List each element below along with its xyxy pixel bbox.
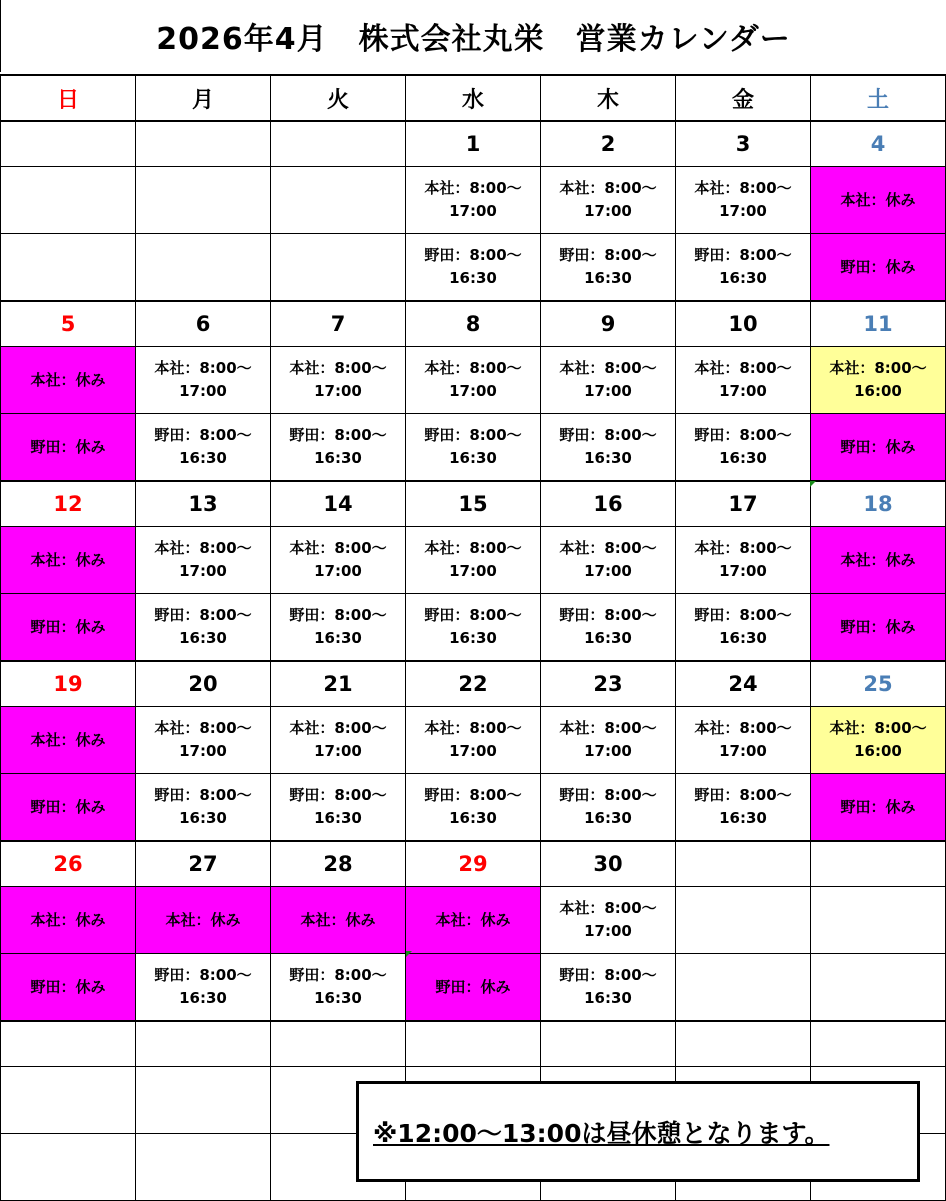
date-cell: 28 xyxy=(271,841,406,887)
noda-hours-cell: 野田：8:00～ 16:30 xyxy=(676,594,811,662)
date-cell: 3 xyxy=(676,121,811,167)
noda-hours-cell: 野田：8:00～ 16:30 xyxy=(541,414,676,482)
honsha-hours-cell: 本社：8:00～ 17:00 xyxy=(406,347,541,414)
calendar-table xyxy=(0,74,946,1201)
noda-hours-cell: 野田：休み xyxy=(406,954,541,1022)
blank-cell xyxy=(271,1021,406,1067)
honsha-hours-row xyxy=(1,347,946,414)
honsha-hours-cell: 本社：8:00～ 17:00 xyxy=(541,707,676,774)
date-cell: 10 xyxy=(676,301,811,347)
noda-hours-cell: 野田：休み xyxy=(1,414,136,482)
honsha-hours-cell: 本社：休み xyxy=(406,887,541,954)
date-cell: 20 xyxy=(136,661,271,707)
honsha-hours-cell: 本社：8:00～ 17:00 xyxy=(136,527,271,594)
date-cell: 27 xyxy=(136,841,271,887)
date-row xyxy=(1,481,946,527)
honsha-hours-row xyxy=(1,527,946,594)
noda-hours-cell: 野田：8:00～ 16:30 xyxy=(406,414,541,482)
blank-cell xyxy=(1,1067,136,1134)
weekday-header: 月 xyxy=(136,75,271,121)
blank-cell xyxy=(1,1021,136,1067)
noda-hours-cell: 野田：休み xyxy=(1,594,136,662)
date-cell: 1 xyxy=(406,121,541,167)
honsha-hours-cell: 本社：8:00～ 17:00 xyxy=(676,347,811,414)
noda-hours-cell xyxy=(1,234,136,302)
blank-cell xyxy=(1,1134,136,1201)
blank-cell xyxy=(136,1021,271,1067)
honsha-hours-row xyxy=(1,167,946,234)
noda-hours-cell: 野田：8:00～ 16:30 xyxy=(271,594,406,662)
honsha-hours-cell: 本社：8:00～ 17:00 xyxy=(406,527,541,594)
honsha-hours-cell: 本社：8:00～ 17:00 xyxy=(271,707,406,774)
honsha-hours-cell: 本社：8:00～ 16:00 xyxy=(811,707,946,774)
date-cell: 4 xyxy=(811,121,946,167)
blank-cell xyxy=(811,1021,946,1067)
noda-hours-cell: 野田：8:00～ 16:30 xyxy=(271,954,406,1022)
date-cell: 18 xyxy=(811,481,946,527)
date-cell xyxy=(811,841,946,887)
weekday-header-row xyxy=(1,75,946,121)
noda-hours-cell: 野田：8:00～ 16:30 xyxy=(136,414,271,482)
noda-hours-cell: 野田：8:00～ 16:30 xyxy=(406,774,541,842)
date-cell: 22 xyxy=(406,661,541,707)
date-cell xyxy=(676,841,811,887)
blank-row xyxy=(1,1021,946,1067)
honsha-hours-cell: 本社：8:00～ 17:00 xyxy=(406,707,541,774)
noda-hours-cell: 野田：休み xyxy=(811,774,946,842)
note-text: ※12:00～13:00は昼休憩となります。 xyxy=(373,1118,830,1148)
noda-hours-cell: 野田：休み xyxy=(1,954,136,1022)
honsha-hours-cell: 本社：8:00～ 17:00 xyxy=(271,347,406,414)
date-row xyxy=(1,301,946,347)
blank-cell xyxy=(406,1021,541,1067)
noda-hours-cell: 野田：8:00～ 16:30 xyxy=(541,234,676,302)
date-cell: 13 xyxy=(136,481,271,527)
date-row xyxy=(1,121,946,167)
noda-hours-cell: 野田：8:00～ 16:30 xyxy=(406,234,541,302)
noda-hours-cell xyxy=(811,954,946,1022)
honsha-hours-cell xyxy=(136,167,271,234)
date-cell: 12 xyxy=(1,481,136,527)
date-cell: 7 xyxy=(271,301,406,347)
noda-hours-cell xyxy=(271,234,406,302)
noda-hours-cell xyxy=(676,954,811,1022)
honsha-hours-cell: 本社：8:00～ 17:00 xyxy=(136,707,271,774)
date-cell: 8 xyxy=(406,301,541,347)
date-cell xyxy=(136,121,271,167)
honsha-hours-cell xyxy=(271,167,406,234)
weekday-header: 金 xyxy=(676,75,811,121)
noda-hours-cell: 野田：8:00～ 16:30 xyxy=(271,774,406,842)
date-cell: 24 xyxy=(676,661,811,707)
noda-hours-cell: 野田：8:00～ 16:30 xyxy=(136,594,271,662)
honsha-hours-cell: 本社：8:00～ 17:00 xyxy=(541,527,676,594)
noda-hours-cell: 野田：8:00～ 16:30 xyxy=(541,774,676,842)
honsha-hours-cell: 本社：休み xyxy=(1,707,136,774)
honsha-hours-cell: 本社：8:00～ 17:00 xyxy=(541,347,676,414)
noda-hours-cell: 野田：8:00～ 16:30 xyxy=(541,594,676,662)
date-cell: 29 xyxy=(406,841,541,887)
honsha-hours-cell: 本社：8:00～ 17:00 xyxy=(541,167,676,234)
honsha-hours-cell: 本社：休み xyxy=(1,347,136,414)
cell-comment-marker xyxy=(810,481,816,487)
noda-hours-cell: 野田：8:00～ 16:30 xyxy=(136,954,271,1022)
date-cell: 21 xyxy=(271,661,406,707)
noda-hours-cell: 野田：休み xyxy=(811,414,946,482)
noda-hours-cell: 野田：8:00～ 16:30 xyxy=(136,774,271,842)
honsha-hours-cell: 本社：8:00～ 17:00 xyxy=(136,347,271,414)
noda-hours-cell: 野田：8:00～ 16:30 xyxy=(676,414,811,482)
honsha-hours-cell xyxy=(1,167,136,234)
page-title: 2026年4月 株式会社丸栄 営業カレンダー xyxy=(0,0,946,72)
weekday-header: 木 xyxy=(541,75,676,121)
date-row xyxy=(1,661,946,707)
weekday-header: 水 xyxy=(406,75,541,121)
date-row xyxy=(1,841,946,887)
blank-cell xyxy=(136,1134,271,1201)
noda-hours-cell: 野田：8:00～ 16:30 xyxy=(271,414,406,482)
date-cell: 2 xyxy=(541,121,676,167)
honsha-hours-cell: 本社：8:00～ 17:00 xyxy=(676,527,811,594)
date-cell: 6 xyxy=(136,301,271,347)
date-cell: 5 xyxy=(1,301,136,347)
honsha-hours-cell: 本社：休み xyxy=(1,527,136,594)
weekday-header: 火 xyxy=(271,75,406,121)
honsha-hours-cell: 本社：休み xyxy=(811,527,946,594)
honsha-hours-cell: 本社：8:00～ 16:00 xyxy=(811,347,946,414)
date-cell: 23 xyxy=(541,661,676,707)
honsha-hours-cell: 本社：8:00～ 17:00 xyxy=(541,887,676,954)
honsha-hours-cell: 本社：休み xyxy=(811,167,946,234)
honsha-hours-cell: 本社：8:00～ 17:00 xyxy=(676,707,811,774)
date-cell xyxy=(1,121,136,167)
lunch-break-note xyxy=(356,1081,920,1182)
noda-hours-cell: 野田：8:00～ 16:30 xyxy=(676,774,811,842)
blank-cell xyxy=(676,1021,811,1067)
noda-hours-row xyxy=(1,234,946,302)
noda-hours-cell: 野田：8:00～ 16:30 xyxy=(541,954,676,1022)
noda-hours-row xyxy=(1,954,946,1022)
noda-hours-cell: 野田：8:00～ 16:30 xyxy=(676,234,811,302)
honsha-hours-cell: 本社：8:00～ 17:00 xyxy=(676,167,811,234)
honsha-hours-cell xyxy=(676,887,811,954)
honsha-hours-cell: 本社：休み xyxy=(136,887,271,954)
honsha-hours-row xyxy=(1,707,946,774)
noda-hours-cell: 野田：休み xyxy=(811,594,946,662)
date-cell: 19 xyxy=(1,661,136,707)
weekday-header: 日 xyxy=(1,75,136,121)
honsha-hours-cell xyxy=(811,887,946,954)
honsha-hours-row xyxy=(1,887,946,954)
date-cell: 17 xyxy=(676,481,811,527)
date-cell xyxy=(271,121,406,167)
cell-comment-marker xyxy=(406,951,412,957)
date-cell: 15 xyxy=(406,481,541,527)
noda-hours-cell: 野田：休み xyxy=(811,234,946,302)
date-cell: 30 xyxy=(541,841,676,887)
date-cell: 26 xyxy=(1,841,136,887)
noda-hours-row xyxy=(1,414,946,482)
noda-hours-row xyxy=(1,774,946,842)
noda-hours-cell: 野田：休み xyxy=(1,774,136,842)
date-cell: 25 xyxy=(811,661,946,707)
weekday-header: 土 xyxy=(811,75,946,121)
date-cell: 14 xyxy=(271,481,406,527)
honsha-hours-cell: 本社：8:00～ 17:00 xyxy=(271,527,406,594)
date-cell: 11 xyxy=(811,301,946,347)
honsha-hours-cell: 本社：休み xyxy=(1,887,136,954)
date-cell: 9 xyxy=(541,301,676,347)
honsha-hours-cell: 本社：休み xyxy=(271,887,406,954)
noda-hours-cell xyxy=(136,234,271,302)
noda-hours-cell: 野田：8:00～ 16:30 xyxy=(406,594,541,662)
blank-cell xyxy=(541,1021,676,1067)
honsha-hours-cell: 本社：8:00～ 17:00 xyxy=(406,167,541,234)
blank-cell xyxy=(136,1067,271,1134)
noda-hours-row xyxy=(1,594,946,662)
date-cell: 16 xyxy=(541,481,676,527)
